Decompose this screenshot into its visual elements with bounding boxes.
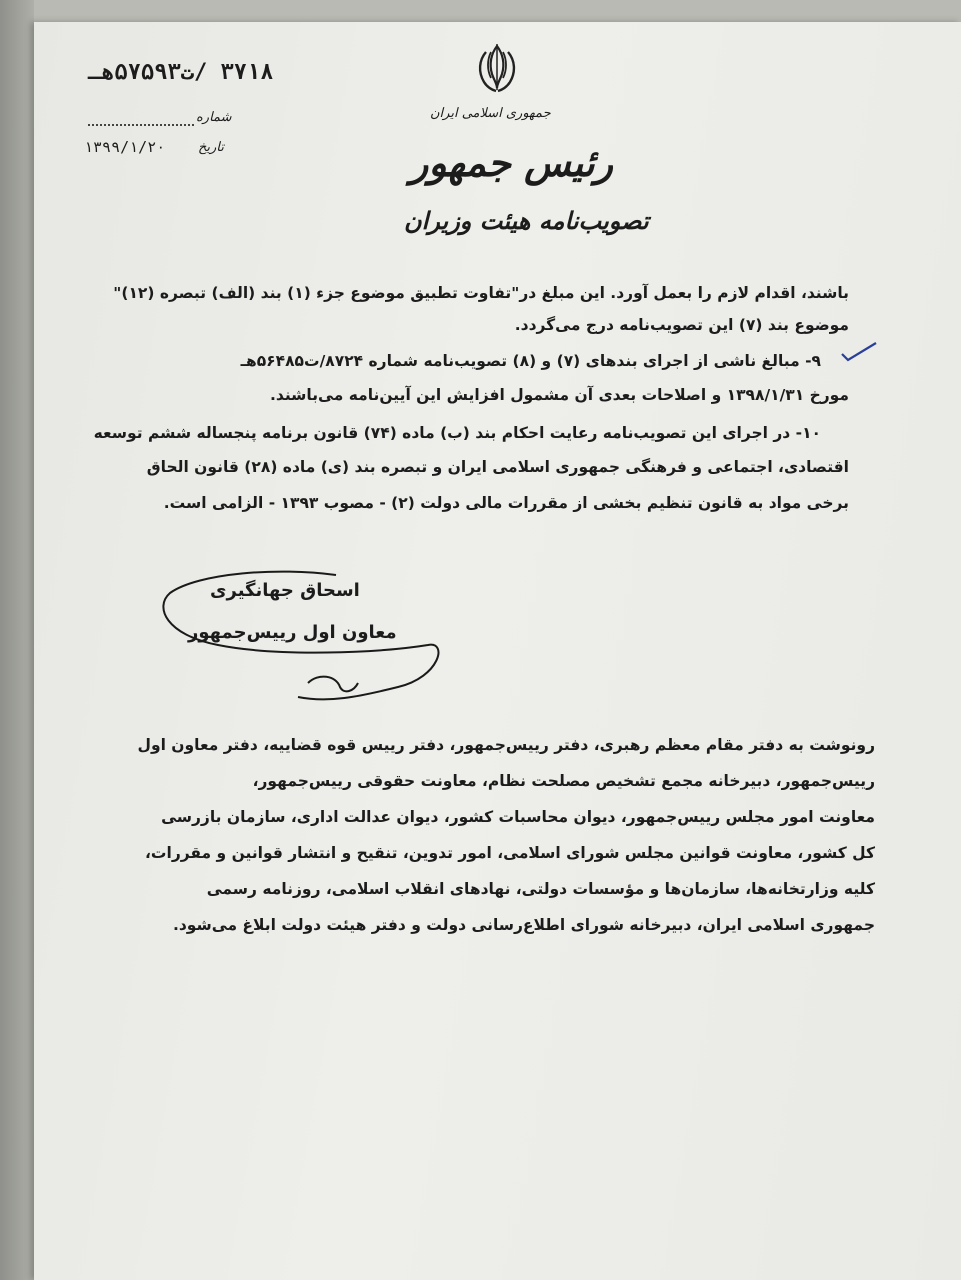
- body-line-5: ۱۰- در اجرای این تصویب‌نامه رعایت احکام بند (ب) ماده (۷۴) قانون برنامه پنجساله ششم توسعه: [93, 424, 821, 442]
- date-value: ۱۳۹۹/۱/۲۰: [84, 138, 166, 156]
- date-label: تاریخ: [198, 140, 224, 155]
- signatory-name: اسحاق جهانگیری: [210, 580, 360, 601]
- copies-line-5: کلیه وزارتخانه‌ها، سازمان‌ها و مؤسسات دولتی، نهادهای انقلاب اسلامی، روزنامه رسمی: [206, 880, 875, 898]
- body-line-7: برخی مواد به قانون تنظیم بخشی از مقررات مالی دولت (۲) - مصوب ۱۳۹۳ - الزامی است.: [163, 494, 849, 512]
- paper-edge-shadow: [0, 0, 34, 1280]
- cabinet-approval-heading: تصویب‌نامه هیئت وزیران: [404, 206, 649, 235]
- president-heading: رئیس جمهور: [410, 140, 614, 185]
- iran-emblem-icon: [472, 42, 522, 94]
- body-line-6: اقتصادی، اجتماعی و فرهنگی جمهوری اسلامی ایران و تبصره بند (ی) ماده (۲۸) قانون الحاق: [146, 458, 849, 476]
- signatory-title: معاون اول رییس‌جمهور: [188, 622, 397, 643]
- body-line-3: ۹- مبالغ ناشی از اجرای بندهای (۷) و (۸) تصویب‌نامه شماره ۸۷۲۴/ت۵۶۴۸۵هـ: [240, 352, 821, 370]
- number-field-dots: [88, 110, 194, 126]
- number-label: شماره: [196, 110, 232, 125]
- checkmark-icon: [840, 340, 880, 364]
- letter-number: ۳۷۱۸ /ت۵۷۵۹۳هـ: [88, 60, 274, 85]
- body-line-2: موضوع بند (۷) این تصویب‌نامه درج می‌گردد.: [514, 316, 849, 334]
- copies-line-6: جمهوری اسلامی ایران، دبیرخانه شورای اطلاع‌رسانی دولت و دفتر هیئت دولت ابلاغ می‌شود.: [172, 916, 875, 934]
- republic-heading: جمهوری اسلامی ایران: [430, 106, 551, 121]
- copies-line-1: رونوشت به دفتر مقام معظم رهبری، دفتر رییس‌جمهور، دفتر رییس قوه قضاییه، دفتر معاون اول: [137, 736, 875, 754]
- body-line-1: باشند، اقدام لازم را بعمل آورد. این مبلغ در"تفاوت تطبیق موضوع جزء (۱) بند (الف) تبصره (۱۲)": [113, 284, 849, 302]
- body-line-4: مورخ ۱۳۹۸/۱/۳۱ و اصلاحات بعدی آن مشمول افزایش این آیین‌نامه می‌باشند.: [270, 386, 849, 404]
- copies-line-4: کل کشور، معاونت قوانین مجلس شورای اسلامی، امور تدوین، تنقیح و انتشار قوانین و مقررات،: [145, 844, 875, 862]
- copies-line-2: رییس‌جمهور، دبیرخانه مجمع تشخیص مصلحت نظام، معاونت حقوقی رییس‌جمهور،: [252, 772, 875, 790]
- copies-line-3: معاونت امور مجلس رییس‌جمهور، دیوان محاسبات کشور، دیوان عدالت اداری، سازمان بازرسی: [161, 808, 875, 826]
